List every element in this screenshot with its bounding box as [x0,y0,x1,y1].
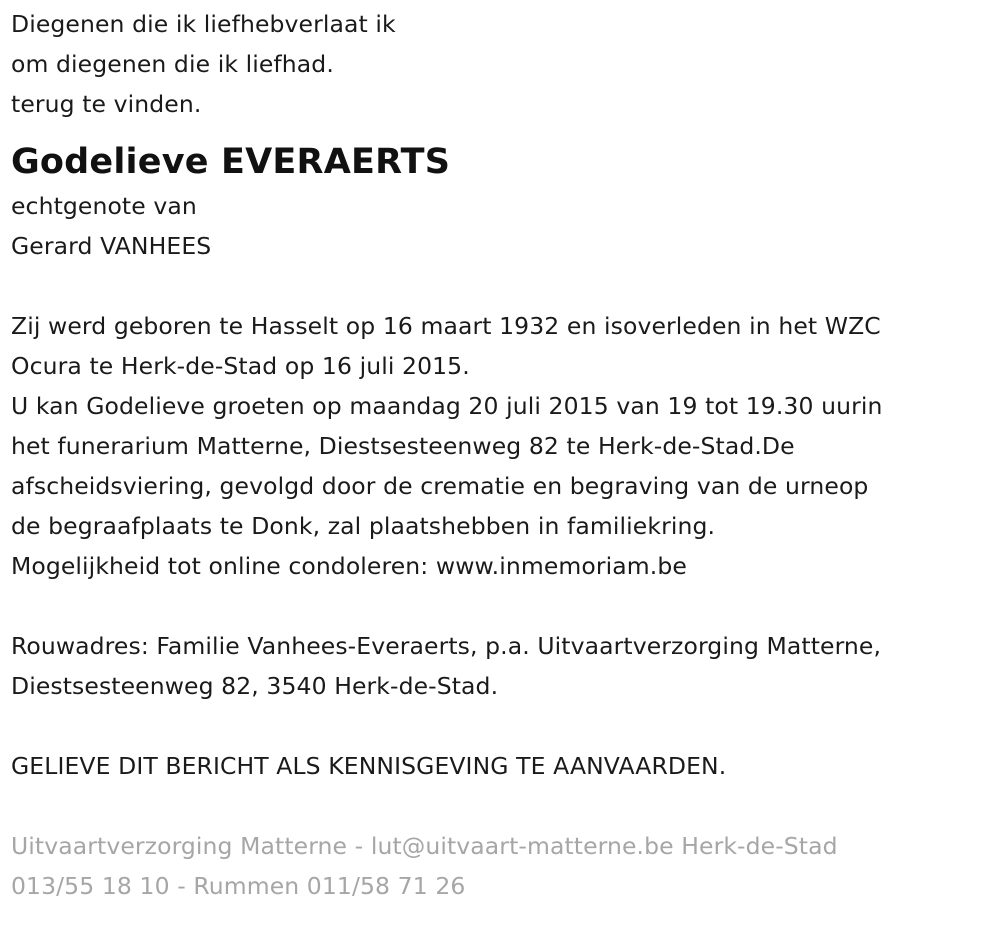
address-block [11,626,996,706]
spacer [11,586,996,626]
deceased-name: Godelieve EVERAERTS [11,142,451,182]
spacer [11,786,996,826]
body-line: de begraafplaats te Donk, zal plaatshebben in familiekring. [11,512,716,540]
relation-line: echtgenote van [11,192,197,220]
body-line: afscheidsviering, gevolgd door de crematie en begraving van de urneop [11,472,869,500]
notice-text: GELIEVE DIT BERICHT ALS KENNISGEVING TE AANVAARDEN. [11,752,727,780]
quote-block [11,4,996,124]
body-line: Ocura te Herk-de-Stad op 16 juli 2015. [11,352,470,380]
footer-block [11,826,996,906]
spacer [11,266,996,306]
address-line: Diestsesteenweg 82, 3540 Herk-de-Stad. [11,672,499,700]
quote-line: om diegenen die ik liefhad. [11,50,334,78]
body-block [11,306,996,586]
footer-line: 013/55 18 10 - Rummen 011/58 71 26 [11,872,466,900]
quote-line: terug te vinden. [11,90,202,118]
obituary-document [11,4,996,906]
footer-line: Uitvaartverzorging Matterne - lut@uitvaart-matterne.be Herk-de-Stad [11,832,838,860]
body-line: Zij werd geboren te Hasselt op 16 maart 1932 en isoverleden in het WZC [11,312,881,340]
spouse-name: Gerard VANHEES [11,232,212,260]
spacer [11,706,996,746]
relation-block [11,186,996,266]
quote-line: Diegenen die ik liefhebverlaat ik [11,10,396,38]
address-line: Rouwadres: Familie Vanhees-Everaerts, p.a. Uitvaartverzorging Matterne, [11,632,882,660]
body-line: U kan Godelieve groeten op maandag 20 juli 2015 van 19 tot 19.30 uurin [11,392,883,420]
body-line: het funerarium Matterne, Diestsesteenweg 82 te Herk-de-Stad.De [11,432,795,460]
condolence-line: Mogelijkheid tot online condoleren: www.inmemoriam.be [11,552,687,580]
